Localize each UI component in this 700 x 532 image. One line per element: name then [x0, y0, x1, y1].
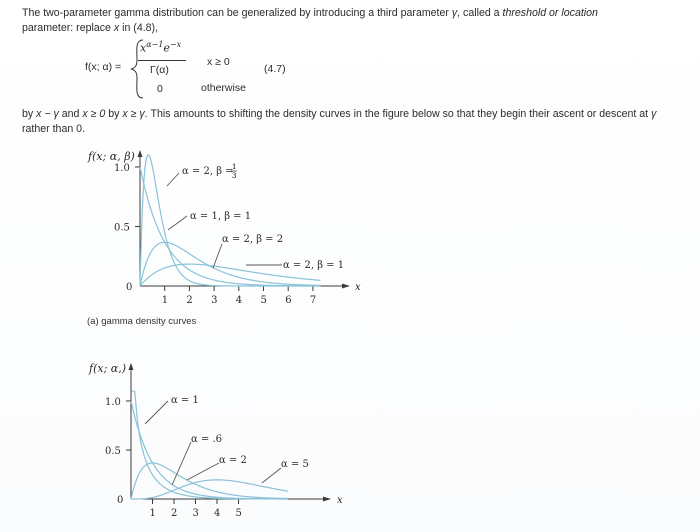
shift-text-1: by: [22, 108, 37, 120]
figure-a-label-2: α = 1, β = 1: [190, 211, 252, 222]
shift-text-3: by: [105, 108, 123, 120]
x-tick-label: 2: [186, 295, 193, 306]
shift-text-5: rather than 0.: [22, 123, 86, 135]
x-tick-label: 2: [171, 508, 178, 519]
num-e-exp: −x: [169, 40, 182, 49]
figure-a-label-1-num: 1: [232, 163, 237, 171]
figure-a-label-3: α = 2, β = 2: [222, 234, 284, 245]
equation-lhs: f(x; α) =: [85, 61, 122, 73]
y-tick-label: 0.5: [114, 222, 130, 234]
y-tick-label: 0: [117, 495, 124, 506]
equation-cond1: x ≥ 0: [207, 56, 230, 68]
intro-text-1: The two-parameter gamma distribution can be generalized by introducing a third parameter: [22, 7, 452, 19]
shift-text-4: . This amounts to shifting the density curves in the figure below so that they begin their ascent or descent at: [144, 108, 652, 120]
x-tick-label: 5: [235, 508, 242, 519]
x-tick-label: 3: [211, 295, 218, 306]
figure-b-leader-4: [262, 468, 281, 483]
x-tick-label: 1: [149, 508, 156, 519]
y-tick-label: 0: [126, 282, 133, 293]
gamma-symbol-2: γ: [651, 108, 657, 120]
x-tick-label: 4: [235, 295, 243, 306]
x-tick-label: 5: [260, 295, 267, 306]
x-tick-label: 7: [309, 295, 317, 306]
figure-b-label-1: α = 1: [171, 395, 199, 406]
figure-b-x-arrow: [323, 497, 331, 502]
y-tick-label: 1.0: [114, 163, 130, 174]
num-e: e: [163, 41, 170, 55]
series-line-2: [132, 391, 288, 499]
figure-a-x-arrow: [342, 284, 350, 289]
y-tick-label: 0.5: [105, 446, 121, 457]
x-minus-gamma: x − γ: [36, 108, 59, 120]
shift-text-2: and: [58, 108, 83, 120]
equation-cond2: otherwise: [201, 82, 246, 94]
figure-a-leader-1: [167, 173, 179, 186]
figure-b-y-arrow: [129, 363, 134, 370]
figure-b-label-3: α = 2: [219, 455, 247, 466]
figure-b-curves: [131, 391, 288, 499]
y-tick-label: 1.0: [105, 397, 121, 408]
series-line-1: [131, 401, 288, 499]
intro-paragraph: [22, 6, 672, 36]
cond-x-ge-gamma: x ≥ γ: [122, 108, 145, 120]
x-tick-label: 1: [161, 295, 169, 306]
threshold-term: threshold or location: [502, 7, 598, 19]
intro-text-4: in (4.8),: [119, 22, 159, 34]
figure-b-leader-1: [145, 401, 168, 424]
num-exp: α−1: [146, 40, 164, 49]
figure-a-caption: (a) gamma density curves: [87, 316, 197, 327]
x-tick-label: 6: [285, 295, 292, 306]
equation-number: (4.7): [264, 63, 286, 75]
intro-text-3: parameter: replace: [22, 22, 114, 34]
figure-b-label-4: α = 5: [281, 459, 309, 470]
cond-x-ge-0: x ≥ 0: [82, 108, 106, 120]
x-tick-label: 4: [214, 508, 221, 519]
x-tick-label: 3: [192, 508, 199, 519]
equation-denominator: Γ(α): [150, 64, 169, 76]
intro-text-2: , called a: [457, 7, 503, 19]
figure-a-leader-2: [168, 216, 187, 230]
figure-a-x-title: x: [355, 282, 361, 293]
figure-a-y-title: f(x; α, β): [88, 150, 135, 163]
figure-a-label-1-den: 3: [232, 172, 237, 180]
figure-a-gamma-density: [0, 140, 700, 320]
figure-a-label-1: [182, 166, 234, 177]
figure-b-gamma-density: [0, 355, 700, 532]
shift-paragraph: [22, 107, 672, 137]
fraction-bar: [138, 60, 186, 61]
figure-a-label-1-text: α = 2, β =: [182, 166, 234, 177]
figure-b-x-title: x: [337, 495, 343, 506]
figure-b-leader-3: [187, 463, 219, 480]
equation-numerator: [140, 40, 181, 55]
figure-b-label-2: α = .6: [191, 434, 223, 445]
figure-b-leader-2: [172, 442, 191, 485]
gamma-symbol: γ: [451, 7, 458, 19]
num-base: x: [140, 41, 147, 55]
figure-b-y-title: f(x; α,): [89, 362, 126, 375]
figure-a-leader-3: [213, 244, 222, 268]
equation-zero: 0: [157, 83, 163, 95]
figure-a-y-arrow: [138, 150, 143, 157]
x-symbol: x: [113, 22, 120, 34]
figure-a-label-4: α = 2, β = 1: [283, 260, 345, 271]
